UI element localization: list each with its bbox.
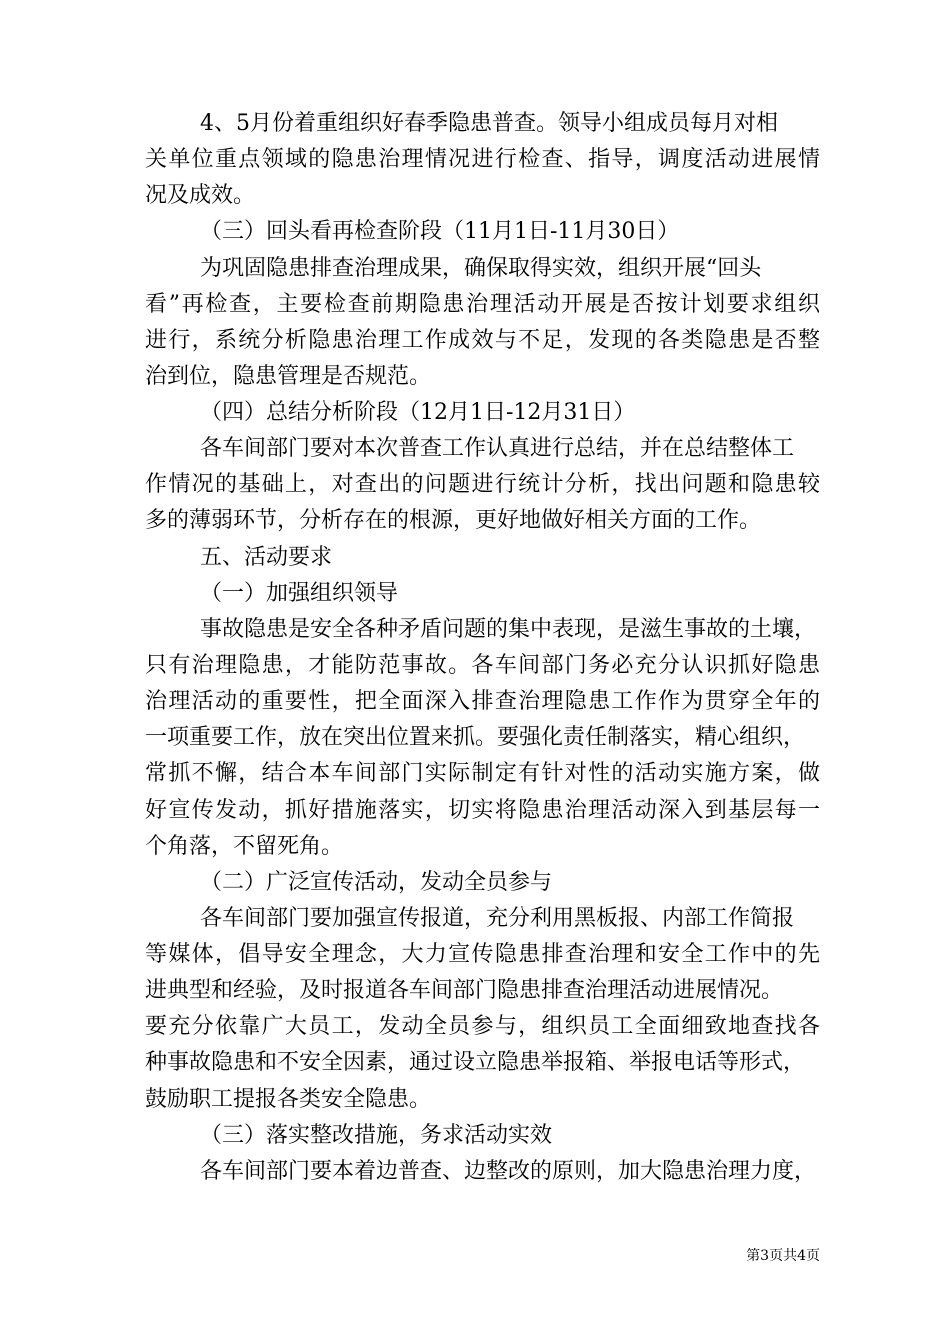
text-line-27: 种事故隐患和不安全因素，通过设立隐患举报箱、举报电话等形式， <box>145 1050 806 1076</box>
section-heading-4: （四）总结分析阶段（12月1日-12月31日） <box>200 400 636 426</box>
text-line-19: 常抓不懈，结合本车间部门实际制定有针对性的活动实施方案，做 <box>145 761 820 787</box>
text-line-1: 4、5月份着重组织好春季隐患普查。领导小组成员每月对相 <box>200 111 778 136</box>
text-line-17: 治理活动的重要性，把全面深入排查治理隐患工作作为贯穿全年的 <box>145 689 820 715</box>
text-line-28: 鼓励职工提报各类安全隐患。 <box>145 1086 432 1112</box>
section-heading-3: （三）回头看再检查阶段（11月1日-11月30日） <box>200 219 680 245</box>
subsection-heading-2: （二）广泛宣传活动，发动全员参与 <box>200 869 553 895</box>
chapter-heading-5: 五、活动要求 <box>200 544 333 570</box>
text-line-3: 况及成效。 <box>145 183 256 209</box>
text-line-12: 多的薄弱环节，分析存在的根源，更好地做好相关方面的工作。 <box>145 508 762 534</box>
text-line-16: 只有治理隐患，才能防范事故。各车间部门务必充分认识抓好隐患 <box>145 653 820 678</box>
text-line-18: 一项重要工作，放在突出位置来抓。要强化责任制落实，精心组织， <box>145 725 806 751</box>
text-line-8: 治到位，隐患管理是否规范。 <box>145 363 432 389</box>
text-line-23: 各车间部门要加强宣传报道，充分利用黑板报、内部工作简报 <box>200 905 795 931</box>
text-line-5: 为巩固隐患排查治理成果，确保取得实效，组织开展“回头 <box>200 255 762 281</box>
text-line-2: 关单位重点领域的隐患治理情况进行检查、指导，调度活动进展情 <box>145 147 820 173</box>
text-line-24: 等媒体，倡导安全理念，大力宣传隐患排查治理和安全工作中的先 <box>145 942 820 968</box>
subsection-heading-1: （一）加强组织领导 <box>200 580 399 606</box>
text-line-25: 进典型和经验，及时报道各车间部门隐患排查治理活动进展情况。 <box>145 978 784 1004</box>
text-line-15: 事故隐患是安全各种矛盾问题的集中表现，是滋生事故的土壤， <box>200 616 817 642</box>
text-line-11: 作情况的基础上，对查出的问题进行统计分析，找出问题和隐患较 <box>145 472 820 498</box>
text-line-6: 看”再检查，主要检查前期隐患治理活动开展是否按计划要求组织 <box>145 291 820 317</box>
text-line-30: 各车间部门要本着边普查、边整改的原则，加大隐患治理力度， <box>200 1158 817 1184</box>
text-line-10: 各车间部门要对本次普查工作认真进行总结，并在总结整体工 <box>200 436 795 462</box>
text-line-7: 进行，系统分析隐患治理工作成效与不足，发现的各类隐患是否整 <box>145 327 820 353</box>
text-line-21: 个角落，不留死角。 <box>145 833 344 859</box>
page-number-footer: 第3页共4页 <box>746 1248 820 1264</box>
text-line-20: 好宣传发动，抓好措施落实，切实将隐患治理活动深入到基层每一 <box>145 797 820 823</box>
text-line-26: 要充分依靠广大员工，发动全员参与，组织员工全面细致地查找各 <box>145 1014 820 1040</box>
subsection-heading-3: （三）落实整改措施，务求活动实效 <box>200 1122 553 1148</box>
